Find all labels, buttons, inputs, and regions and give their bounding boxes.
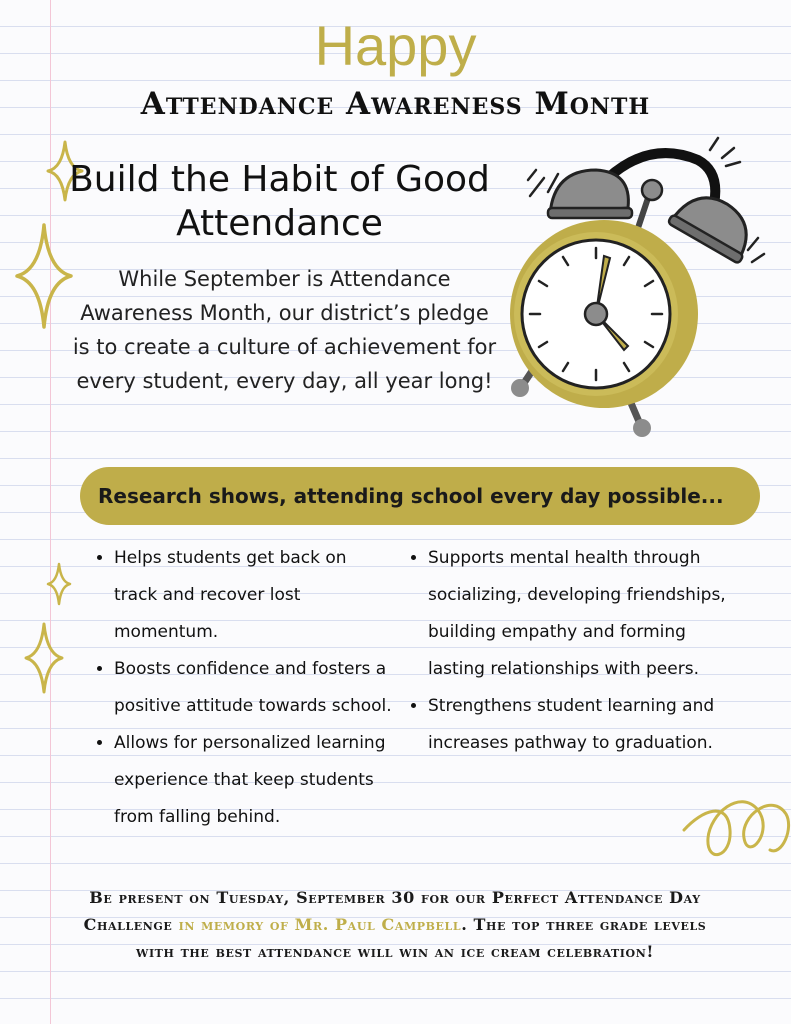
memorial-text: in memory of Mr. Paul Campbell <box>178 915 462 934</box>
research-banner-text: Research shows, attending school every day possible... <box>98 484 724 508</box>
sparkle-icon <box>24 622 64 694</box>
benefits-list-right <box>408 540 728 762</box>
sparkle-icon <box>46 562 72 606</box>
intro-paragraph: While September is Attendance Awareness Month, our district’s pledge is to create a culture of achievement for every student, every day, all year long! <box>72 267 497 393</box>
list-item: • Supports mental health through socializing, developing friendships, building empathy and forming lasting relationships with peers. <box>428 540 728 688</box>
happy-heading: Happy <box>314 14 477 77</box>
list-item: • Helps students get back on track and recover lost momentum. <box>114 540 394 651</box>
list-item: • Allows for personalized learning experience that keep students from falling behind. <box>114 725 394 836</box>
page-title: Attendance Awareness Month <box>140 86 651 122</box>
list-item: • Strengthens student learning and increases pathway to graduation. <box>428 688 728 762</box>
challenge-announcement: Be present on Tuesday, September 30 for our Perfect Attendance Day Challenge in memory of Mr. Paul Campbell. The top three grade levels with the best attendance will win an ice cream celebration! <box>83 888 707 961</box>
alarm-clock-icon <box>500 130 770 440</box>
swirl-icon <box>682 780 791 872</box>
list-item: • Boosts confidence and fosters a positive attitude towards school. <box>114 651 394 725</box>
intro-heading: Build the Habit of Good Attendance <box>69 159 490 244</box>
benefits-list-left <box>94 540 394 836</box>
research-banner <box>80 467 760 525</box>
challenge-text: Be present on Tuesday, September 30 for our Perfect Attendance Day Challenge <box>83 888 701 934</box>
challenge-prize-text: The top three grade levels with the best attendance will win an ice cream celebration! <box>135 915 707 961</box>
